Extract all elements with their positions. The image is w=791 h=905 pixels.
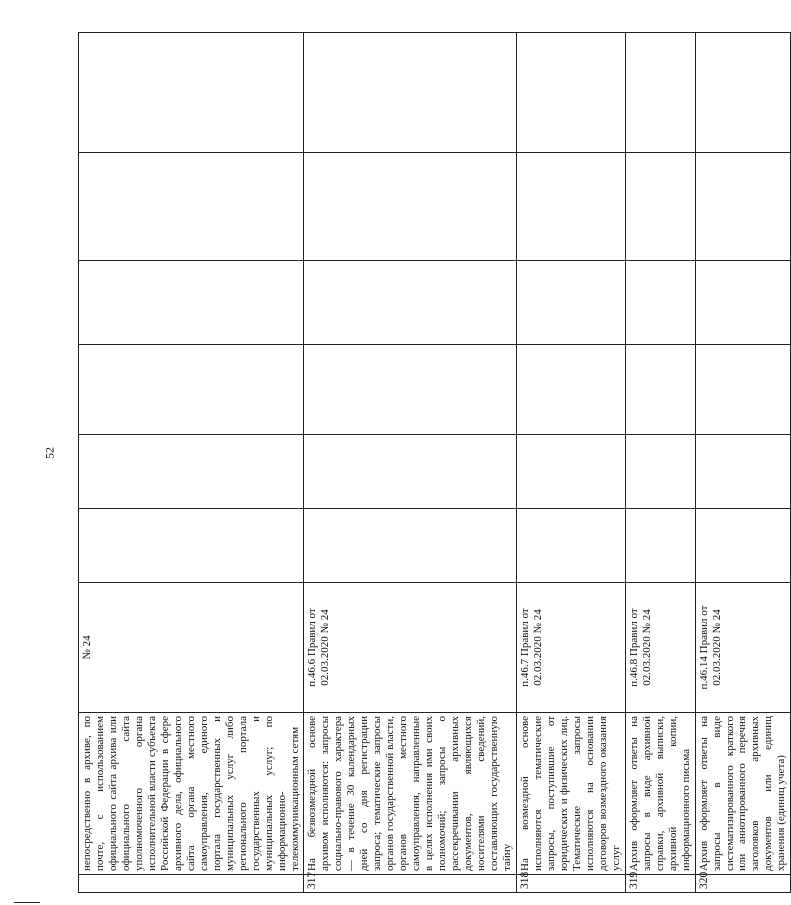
empty-cell (695, 261, 791, 345)
empty-cell (304, 261, 517, 345)
requirement-text: На возмездной основе исполняются тематические запросы, поступившие от юридических и физических лиц. Тематические запросы исполняются на основании договоров возмездного оказания услуг (516, 713, 625, 875)
empty-cell (79, 509, 304, 583)
table-row (625, 33, 695, 893)
empty-cell (516, 509, 625, 583)
table-row (79, 33, 304, 893)
empty-cell (304, 33, 517, 153)
empty-cell (625, 345, 695, 435)
empty-cell (625, 33, 695, 153)
empty-cell (695, 345, 791, 435)
table-row (304, 33, 517, 893)
row-number: 318 (516, 875, 625, 893)
footer-rule (14, 902, 40, 903)
row-number: 320 (695, 875, 791, 893)
empty-cell (79, 435, 304, 509)
empty-cell (304, 509, 517, 583)
registry-table (78, 32, 791, 893)
row-number: 317 (304, 875, 517, 893)
empty-cell (304, 345, 517, 435)
requirement-text: Архив оформляет ответы на запросы в виде архивной справки, архивной выписки, архивной копии, информационного письма (625, 713, 695, 875)
empty-cell (79, 33, 304, 153)
row-number: 319 (625, 875, 695, 893)
empty-cell (516, 153, 625, 261)
legal-reference: п.46.7 Правил от 02.03.2020 № 24 (516, 583, 625, 713)
requirement-text: непосредственно в архиве, по почте, с использованием официального сайта архива или официального сайта уполномоченного органа исполнительной власти субъекта Российской Федерации в сфере архивного дела, официального сайта органа местного самоуправления, единого портала государственных и муниципальных услуг либо регионального портала государственных и муниципальных услуг; по информационно-телекоммуникационным сетям (79, 713, 304, 875)
empty-cell (304, 435, 517, 509)
empty-cell (695, 33, 791, 153)
table-row (516, 33, 625, 893)
empty-cell (516, 33, 625, 153)
empty-cell (79, 345, 304, 435)
legal-reference: п.46.6 Правил от 02.03.2020 № 24 (304, 583, 517, 713)
empty-cell (79, 261, 304, 345)
empty-cell (695, 509, 791, 583)
legal-reference: п.46.8 Правил от 02.03.2020 № 24 (625, 583, 695, 713)
empty-cell (695, 153, 791, 261)
legal-reference: п.46.14 Правил от 02.03.2020 № 24 (695, 583, 791, 713)
empty-cell (516, 435, 625, 509)
legal-reference: № 24 (79, 583, 304, 713)
empty-cell (625, 509, 695, 583)
registry-table-wrapper (78, 33, 788, 893)
empty-cell (625, 153, 695, 261)
empty-cell (516, 261, 625, 345)
empty-cell (695, 435, 791, 509)
empty-cell (625, 261, 695, 345)
page-number: 52 (42, 447, 57, 459)
empty-cell (516, 345, 625, 435)
requirement-text: Архив оформляет ответы на запросы в виде систематизированного краткого или аннотированного перечня заголовков архивных документов или единиц хранения (единиц учета) (695, 713, 791, 875)
row-number (79, 875, 304, 893)
requirement-text: На безвозмездной основе архивом исполняются: запросы социально-правового характера — в течение 30 календарных дней со дня регистрации запроса; тематические запросы органов государственной власти, органов местного самоуправления, направленные в целях исполнения ими своих полномочий; запросы о рассекречивании архивных документов, являющихся носителями сведений, составляющих государственную тайну (304, 713, 517, 875)
empty-cell (79, 153, 304, 261)
empty-cell (625, 435, 695, 509)
table-row (695, 33, 791, 893)
empty-cell (304, 153, 517, 261)
